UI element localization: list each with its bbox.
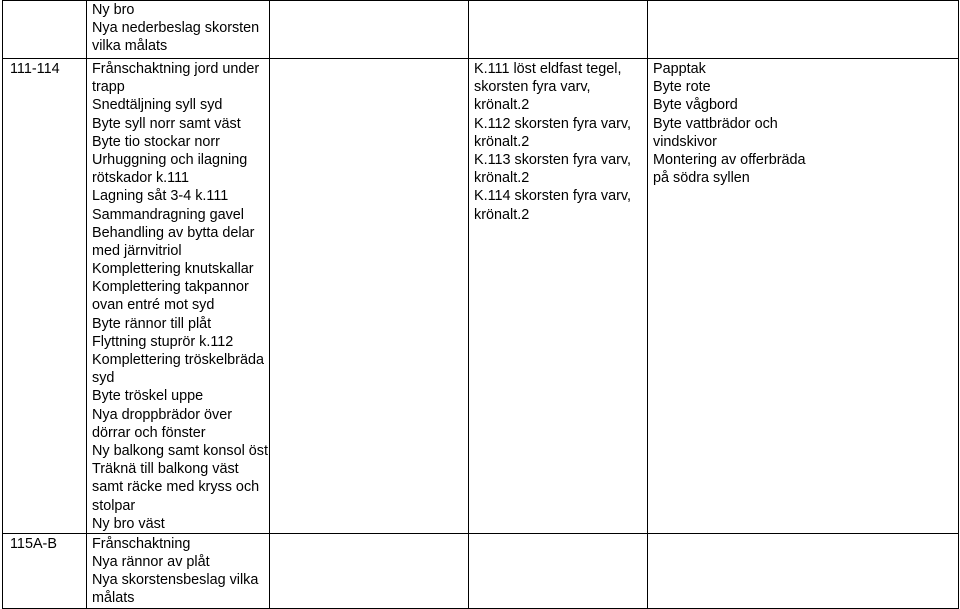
work-line: Träknä till balkong väst — [92, 461, 239, 478]
work-line: Frånschaktning jord under — [92, 61, 260, 77]
other-work-line: Montering av offerbräda — [653, 151, 806, 168]
other-work-line: Papptak — [653, 61, 706, 77]
work-line: Nya skorstensbeslag vilka — [92, 572, 259, 589]
chimney-cell — [469, 59, 648, 534]
work-line: Nya nederbeslag skorsten — [92, 20, 260, 37]
row-id — [10, 1, 86, 19]
row-id-cell — [3, 1, 87, 59]
work-line: Snedtäljning syll syd — [92, 97, 223, 114]
other-work-line: Byte vattbrädor och — [653, 115, 778, 132]
chimney-line: K.112 skorsten fyra varv, — [474, 115, 632, 132]
work-description-cell — [87, 59, 270, 534]
other-work-line: vindskivor — [653, 133, 717, 150]
work-line: Byte syll norr samt väst — [92, 115, 241, 132]
chimney-line: krönalt.2 — [474, 170, 530, 187]
work-line: Byte rännor till plåt — [92, 315, 212, 332]
work-line: vilka målats — [92, 38, 168, 55]
work-line: Byte tröskel uppe — [92, 388, 204, 405]
work-line: Frånschaktning — [92, 535, 191, 552]
work-line: syd — [92, 370, 115, 387]
work-line: Komplettering takpannor — [92, 279, 249, 296]
work-line: Komplettering tröskelbräda — [92, 352, 264, 368]
work-line: Komplettering knutskallar — [92, 261, 254, 278]
chimney-line: K.111 löst eldfast tegel, — [474, 61, 622, 77]
chimney-cell — [469, 533, 648, 608]
work-line: ovan entré mot syd — [92, 297, 215, 314]
work-line: Behandling av bytta delar — [92, 224, 255, 241]
work-line: dörrar och fönster — [92, 424, 206, 441]
empty-cell — [270, 59, 469, 534]
work-line: stolpar — [92, 497, 136, 514]
other-work-cell — [648, 533, 959, 608]
chimney-cell — [469, 1, 648, 59]
work-line: Lagning såt 3-4 k.111 — [92, 188, 229, 205]
chimney-line: K.113 skorsten fyra varv, — [474, 151, 632, 168]
other-work-cell — [648, 1, 959, 59]
work-line: trapp — [92, 79, 125, 96]
chimney-line: krönalt.2 — [474, 133, 530, 150]
row-id: 111-114 — [10, 61, 60, 77]
work-description-cell — [87, 1, 270, 59]
row-id-cell — [3, 533, 87, 608]
work-line: Ny bro väst — [92, 515, 165, 532]
other-work-line: Byte rote — [653, 79, 711, 96]
table-row — [3, 1, 959, 59]
document-table — [2, 0, 959, 609]
work-description-cell — [87, 533, 270, 608]
work-line: Nya droppbrädor över — [92, 406, 232, 423]
work-line: Urhuggning och ilagning — [92, 151, 248, 168]
work-line: Ny bro — [92, 2, 135, 18]
work-line: med järnvitriol — [92, 242, 182, 259]
table-row — [3, 59, 959, 534]
chimney-line: K.114 skorsten fyra varv, — [474, 188, 632, 205]
other-work-line: Byte vågbord — [653, 97, 738, 114]
empty-cell — [270, 533, 469, 608]
table-row — [3, 533, 959, 608]
work-line: Nya rännor av plåt — [92, 554, 210, 571]
chimney-line: skorsten fyra varv, — [474, 79, 591, 96]
row-id: 115A-B — [10, 535, 57, 552]
work-line: Flyttning stuprör k.112 — [92, 333, 234, 350]
work-line: Sammandragning gavel — [92, 206, 244, 223]
work-line: målats — [92, 590, 135, 607]
chimney-line: krönalt.2 — [474, 97, 530, 114]
work-line: Byte tio stockar norr — [92, 133, 220, 150]
work-line: rötskador k.111 — [92, 170, 190, 187]
chimney-line: krönalt.2 — [474, 206, 530, 223]
work-line: Ny balkong samt konsol öst — [92, 442, 268, 459]
other-work-cell — [648, 59, 959, 534]
table-body — [3, 1, 959, 609]
other-work-line: på södra syllen — [653, 170, 750, 187]
row-id-cell — [3, 59, 87, 534]
empty-cell — [270, 1, 469, 59]
work-line: samt räcke med kryss och — [92, 479, 260, 496]
